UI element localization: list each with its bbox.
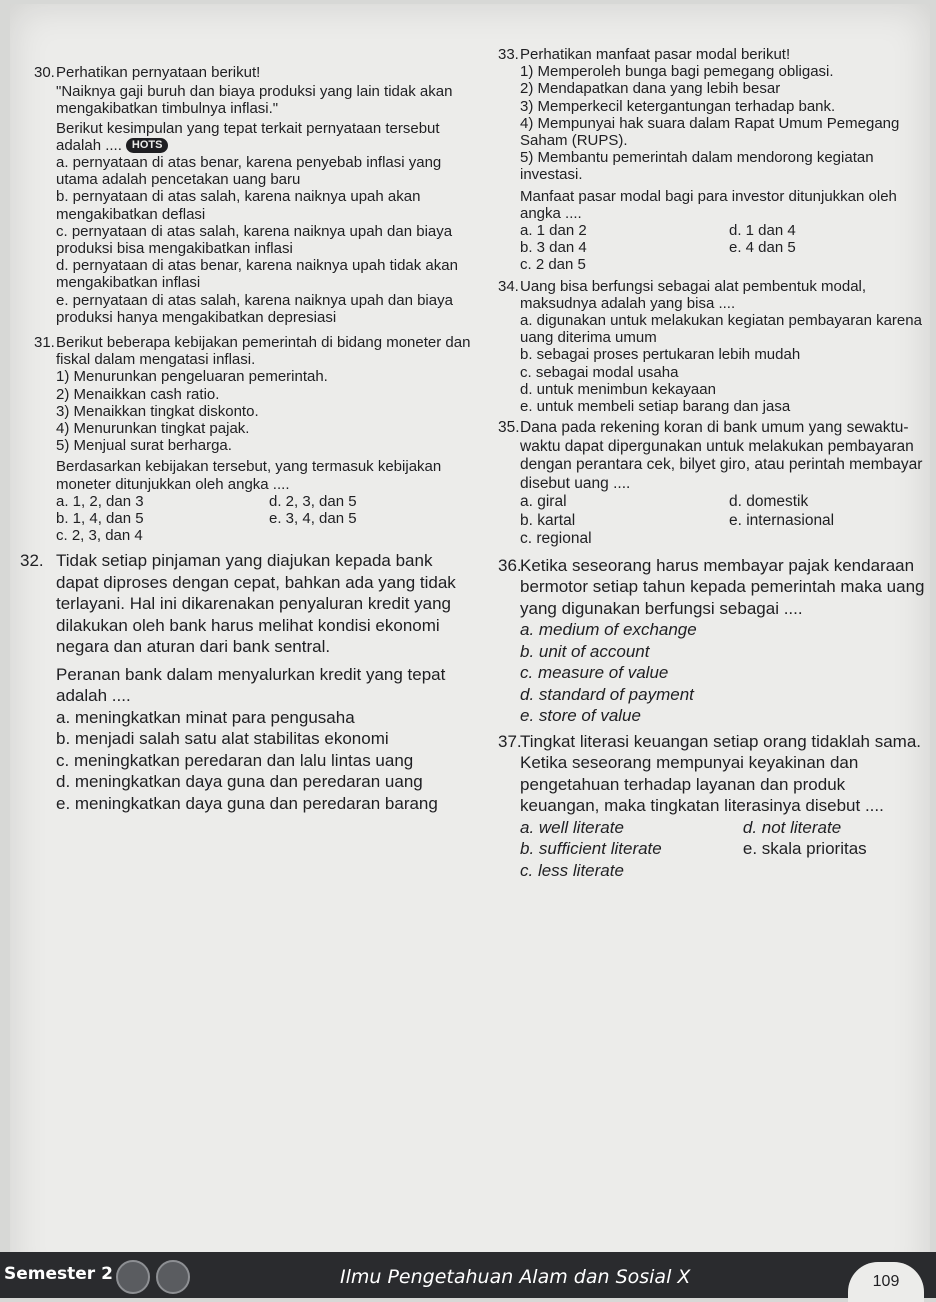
option-a[interactable]: a. giral bbox=[520, 493, 567, 511]
question-stem: Tidak setiap pinjaman yang diajukan kepada bank dapat diproses dengan cepat, bahkan ada yang tidak terlayani. Hal ini dikarenakan penyaluran kredit yang dilakukan oleh bank harus melihat kondisi ekonomi negara dan aturan dari bank sentral. bbox=[56, 551, 456, 657]
question-stem: Perhatikan pernyataan berikut! bbox=[56, 64, 261, 81]
option-c[interactable]: c. regional bbox=[520, 530, 592, 548]
option-b[interactable]: b. sufficient literate bbox=[520, 839, 662, 859]
question-30 bbox=[34, 64, 472, 326]
options-grid bbox=[520, 493, 928, 549]
option-e[interactable]: e. 4 dan 5 bbox=[729, 239, 796, 257]
question-number: 36. bbox=[498, 555, 522, 575]
option-b[interactable]: b. menjadi salah satu alat stabilitas ekonomi bbox=[56, 729, 389, 749]
option-c[interactable]: c. 2 dan 5 bbox=[520, 256, 586, 274]
question-34 bbox=[498, 278, 928, 416]
option-e[interactable]: e. untuk membeli setiap barang dan jasa bbox=[520, 398, 791, 416]
option-e[interactable]: e. meningkatkan daya guna dan peredaran barang bbox=[56, 793, 438, 813]
decorative-circles bbox=[116, 1260, 190, 1294]
question-stem: Ketika seseorang harus membayar pajak kendaraan bermotor setiap tahun kepada pemerintah maka uang yang digunakan berfungsi sebagai .... bbox=[520, 555, 925, 618]
question-number: 34. bbox=[498, 277, 519, 295]
option-a[interactable]: a. pernyataan di atas benar, karena penyebab inflasi yang utama adalah pencetakan uang baru bbox=[56, 154, 442, 189]
option-d[interactable]: d. 1 dan 4 bbox=[729, 222, 796, 240]
question-ask: Peranan bank dalam menyalurkan kredit yang tepat adalah .... bbox=[56, 664, 446, 706]
question-number: 31. bbox=[34, 334, 55, 352]
list-item: 1) Menurunkan pengeluaran pemerintah. bbox=[56, 368, 328, 386]
list-item: 3) Memperkecil ketergantungan terhadap bank. bbox=[520, 97, 836, 115]
list-item: 1) Memperoleh bunga bagi pemegang obligasi. bbox=[520, 63, 834, 81]
page-number: 109 bbox=[848, 1262, 924, 1302]
options-grid bbox=[520, 817, 928, 882]
list-item: 2) Mendapatkan dana yang lebih besar bbox=[520, 80, 781, 98]
question-ask-text: Berikut kesimpulan yang tepat terkait pernyataan tersebut adalah .... bbox=[56, 119, 440, 154]
circle-icon bbox=[156, 1260, 190, 1294]
option-b[interactable]: b. kartal bbox=[520, 511, 576, 529]
option-e[interactable]: e. skala prioritas bbox=[742, 839, 867, 859]
question-stem: Perhatikan manfaat pasar modal berikut! bbox=[520, 46, 791, 63]
option-c[interactable]: c. meningkatkan peredaran dan lalu lintas uang bbox=[56, 750, 414, 770]
list-item: 4) Mempunyai hak suara dalam Rapat Umum Pemegang Saham (RUPS). bbox=[520, 114, 900, 150]
list-item: 4) Menurunkan tingkat pajak. bbox=[56, 420, 250, 438]
option-d[interactable]: d. 2, 3, dan 5 bbox=[269, 492, 357, 510]
option-d[interactable]: d. domestik bbox=[729, 493, 809, 511]
option-a[interactable]: a. digunakan untuk melakukan kegiatan pembayaran karena uang diterima umum bbox=[520, 312, 922, 347]
option-d[interactable]: d. standard of payment bbox=[520, 684, 694, 704]
option-a[interactable]: a. meningkatkan minat para pengusaha bbox=[56, 707, 355, 727]
option-a[interactable]: a. 1, 2, dan 3 bbox=[56, 492, 144, 510]
question-32 bbox=[20, 550, 472, 814]
question-quote: "Naiknya gaji buruh dan biaya produksi yang lain tidak akan mengakibatkan timbulnya inflasi." bbox=[56, 83, 453, 118]
question-number: 35. bbox=[498, 419, 520, 437]
book-title: Ilmu Pengetahuan Alam dan Sosial X bbox=[340, 1266, 691, 1288]
list-item: 5) Menjual surat berharga. bbox=[56, 437, 232, 455]
option-b[interactable]: b. 1, 4, dan 5 bbox=[56, 510, 144, 528]
option-b[interactable]: b. pernyataan di atas salah, karena naiknya upah akan mengakibatkan deflasi bbox=[56, 188, 421, 223]
option-c[interactable]: c. sebagai modal usaha bbox=[520, 363, 679, 381]
option-e[interactable]: e. store of value bbox=[520, 706, 641, 726]
list-item: 5) Membantu pemerintah dalam mendorong kegiatan investasi. bbox=[520, 149, 874, 184]
option-a[interactable]: a. 1 dan 2 bbox=[520, 222, 587, 240]
options-grid bbox=[56, 493, 472, 545]
hots-badge: HOTS bbox=[126, 138, 169, 153]
question-33 bbox=[498, 46, 928, 274]
option-a[interactable]: a. well literate bbox=[520, 817, 624, 837]
question-stem: Berikut beberapa kebijakan pemerintah di bidang moneter dan fiskal dalam mengatasi inflasi. bbox=[56, 334, 471, 369]
question-35 bbox=[498, 419, 928, 549]
question-number: 30. bbox=[34, 64, 55, 81]
option-c[interactable]: c. pernyataan di atas salah, karena naiknya upah dan biaya produksi bisa mengakibatkan inflasi bbox=[56, 222, 453, 258]
semester-label: Semester 2 bbox=[4, 1264, 113, 1284]
option-e[interactable]: e. 3, 4, dan 5 bbox=[269, 510, 357, 528]
option-b[interactable]: b. unit of account bbox=[520, 641, 650, 661]
option-e[interactable]: e. internasional bbox=[729, 511, 835, 529]
option-c[interactable]: c. measure of value bbox=[520, 663, 669, 683]
options-grid bbox=[520, 222, 928, 274]
option-d[interactable]: d. meningkatkan daya guna dan peredaran uang bbox=[56, 772, 423, 792]
list-item: 3) Menaikkan tingkat diskonto. bbox=[56, 402, 259, 420]
question-stem: Uang bisa berfungsi sebagai alat pembentuk modal, maksudnya adalah yang bisa .... bbox=[520, 277, 867, 312]
circle-icon bbox=[116, 1260, 150, 1294]
option-d[interactable]: d. not literate bbox=[742, 817, 842, 837]
question-37 bbox=[498, 731, 928, 882]
left-column bbox=[20, 54, 472, 818]
option-c[interactable]: c. less literate bbox=[520, 860, 624, 880]
option-a[interactable]: a. medium of exchange bbox=[520, 620, 697, 640]
question-stem: Dana pada rekening koran di bank umum yang sewaktu-waktu dapat dipergunakan untuk melakukan pembayaran dengan perantara cek, bilyet giro, atau perintah membayar disebut uang .... bbox=[520, 419, 923, 492]
question-31 bbox=[34, 334, 472, 544]
option-b[interactable]: b. 3 dan 4 bbox=[520, 239, 587, 257]
option-c[interactable]: c. 2, 3, dan 4 bbox=[56, 527, 143, 545]
question-stem: Tingkat literasi keuangan setiap orang tidaklah sama. Ketika seseorang mempunyai keyakinan dan pengetahuan terhadap layanan dan produk keuangan, maka tingkatan literasinya disebut .... bbox=[520, 731, 921, 816]
list-item: 2) Menaikkan cash ratio. bbox=[56, 385, 220, 403]
question-number: 33. bbox=[498, 46, 519, 63]
page-footer bbox=[0, 1252, 936, 1298]
question-ask bbox=[56, 120, 472, 154]
question-36 bbox=[498, 555, 928, 727]
option-d[interactable]: d. untuk menimbun kekayaan bbox=[520, 380, 716, 398]
question-ask: Berdasarkan kebijakan tersebut, yang termasuk kebijakan moneter ditunjukkan oleh angka .... bbox=[56, 458, 442, 493]
book-page bbox=[10, 4, 930, 1294]
question-number: 37. bbox=[498, 731, 522, 751]
question-number: 32. bbox=[20, 551, 44, 571]
question-ask: Manfaat pasar modal bagi para investor ditunjukkan oleh angka .... bbox=[520, 187, 897, 222]
option-d[interactable]: d. pernyataan di atas benar, karena naiknya upah tidak akan mengakibatkan inflasi bbox=[56, 257, 458, 292]
right-column bbox=[498, 46, 928, 885]
option-e[interactable]: e. pernyataan di atas salah, karena naiknya upah dan biaya produksi hanya mengakibatkan depresiasi bbox=[56, 291, 453, 326]
option-b[interactable]: b. sebagai proses pertukaran lebih mudah bbox=[520, 346, 801, 364]
